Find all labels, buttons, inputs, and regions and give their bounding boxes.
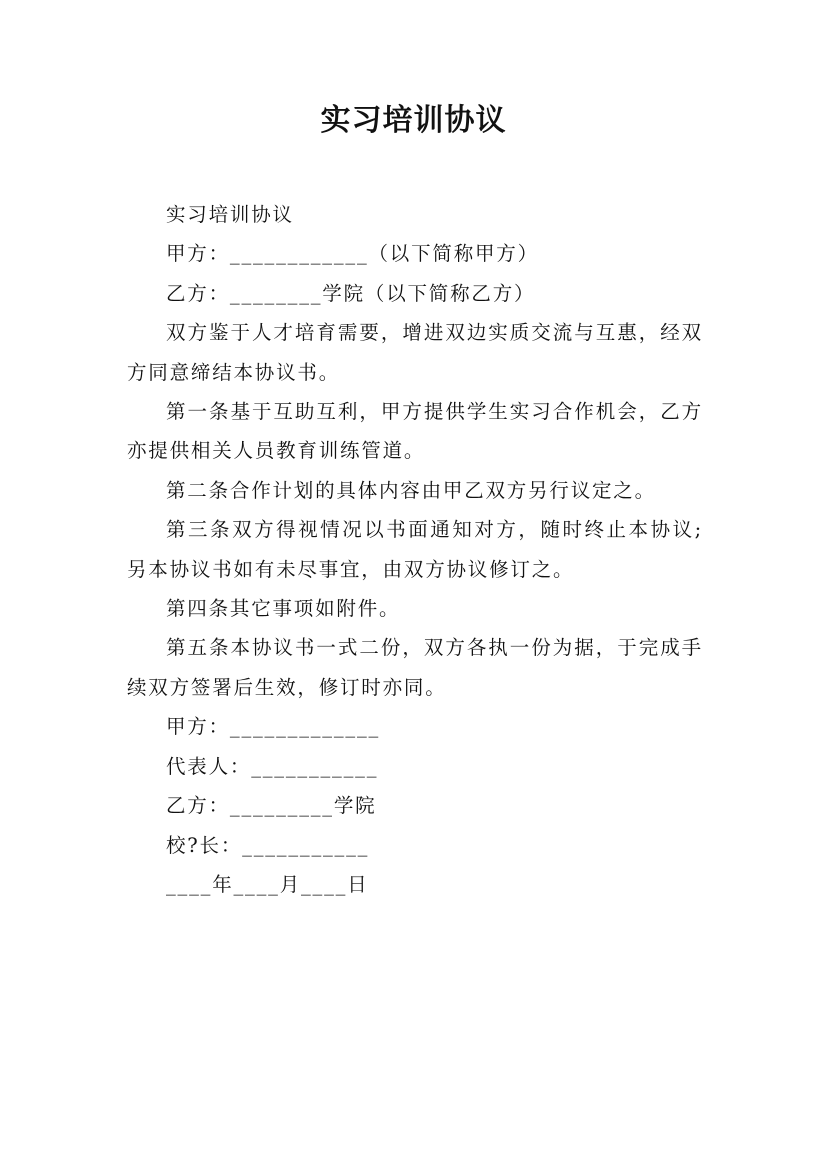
article-3: 第三条双方得视情况以书面通知对方，随时终止本协议;另本协议书如有未尽事宜，由双方协议修订之。 <box>127 518 703 581</box>
article-1: 第一条基于互助互利，甲方提供学生实习合作机会，乙方亦提供相关人员教育训练管道。 <box>127 400 703 463</box>
party-a-line: 甲方：____________（以下简称甲方） <box>166 242 539 266</box>
document-body <box>127 195 703 904</box>
document-title: 实习培训协议 <box>320 103 507 138</box>
article-2: 第二条合作计划的具体内容由甲乙双方另行议定之。 <box>166 478 656 502</box>
article-5: 第五条本协议书一式二份，双方各执一份为据，于完成手续双方签署后生效，修订时亦同。 <box>127 636 703 699</box>
signature-party-b: 乙方：_________学院 <box>166 794 377 818</box>
paragraph-heading: 实习培训协议 <box>166 203 294 226</box>
signature-party-a: 甲方：_____________ <box>166 715 381 739</box>
article-4: 第四条其它事项如附件。 <box>166 597 401 621</box>
signature-principal: 校?长：___________ <box>166 833 370 857</box>
preamble-paragraph: 双方鉴于人才培育需要，增进双边实质交流与互惠，经双方同意缔结本协议书。 <box>127 321 703 384</box>
signature-representative: 代表人：___________ <box>166 754 379 778</box>
party-b-line: 乙方：________学院（以下简称乙方） <box>166 281 536 305</box>
signature-date: ____年____月____日 <box>166 872 369 896</box>
